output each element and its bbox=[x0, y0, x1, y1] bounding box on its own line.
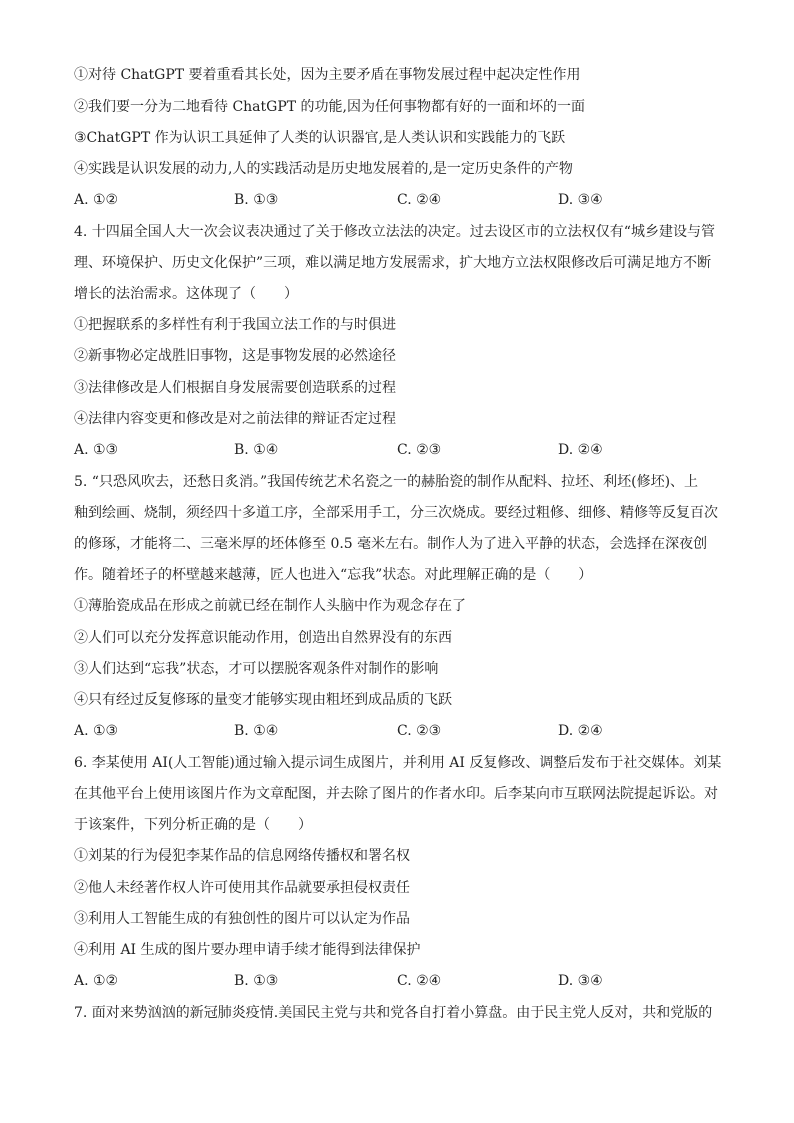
q6-option-b: B. ①③ bbox=[234, 973, 279, 989]
q4-statement-3: ③法律修改是人们根据自身发展需要创造联系的过程 bbox=[74, 380, 396, 396]
q4-option-a: A. ①③ bbox=[74, 442, 119, 458]
q5-statement-4: ④只有经过反复修琢的量变才能够实现由粗坯到成品质的飞跃 bbox=[74, 692, 452, 708]
q5-stem-line-1: 5. “只恐风吹去，还愁日炙消。”我国传统艺术名瓷之一的赫胎瓷的制作从配料、拉坯、利坯(修坯)、上 bbox=[74, 474, 699, 490]
q4-option-d: D. ②④ bbox=[558, 442, 603, 458]
q6-option-c: C. ②④ bbox=[397, 973, 442, 989]
q3-statement-1: ①对待 ChatGPT 要着重看其长处，因为主要矛盾在事物发展过程中起决定性作用 bbox=[74, 67, 581, 83]
q5-stem-line-4: 作。随着坯子的杯壁越来越薄，匠人也进入“忘我”状态。对此理解正确的是（ ） bbox=[74, 567, 593, 583]
q4-statement-1: ①把握联系的多样性有利于我国立法工作的与时俱进 bbox=[74, 317, 396, 333]
q5-statement-3: ③人们达到“忘我”状态，才可以摆脱客观条件对制作的影响 bbox=[74, 661, 439, 677]
q3-option-b: B. ①③ bbox=[234, 192, 279, 208]
q5-statement-1: ①薄胎瓷成品在形成之前就已经在制作人头脑中作为观念存在了 bbox=[74, 598, 466, 614]
q6-options bbox=[74, 972, 724, 990]
q6-option-a: A. ①② bbox=[74, 973, 119, 989]
q3-option-a: A. ①② bbox=[74, 192, 119, 208]
q5-option-c: C. ②③ bbox=[397, 723, 442, 739]
q3-option-d: D. ③④ bbox=[558, 192, 603, 208]
q4-stem-line-1: 4. 十四届全国人大一次会议表决通过了关于修改立法法的决定。过去设区市的立法权仅有“城乡建设与管 bbox=[74, 224, 715, 240]
q5-options bbox=[74, 722, 724, 740]
q4-statement-4: ④法律内容变更和修改是对之前法律的辩证否定过程 bbox=[74, 411, 396, 427]
q5-option-a: A. ①③ bbox=[74, 723, 119, 739]
q4-statement-2: ②新事物必定战胜旧事物，这是事物发展的必然途径 bbox=[74, 348, 396, 364]
q4-option-b: B. ①④ bbox=[234, 442, 279, 458]
q5-option-d: D. ②④ bbox=[558, 723, 603, 739]
q3-options bbox=[74, 191, 724, 209]
q5-stem-line-2: 釉到绘画、烧制，须经四十多道工序，全部采用手工，分三次烧成。要经过粗修、细修、精修等反复百次 bbox=[74, 505, 718, 521]
q6-stem-line-3: 于该案件，下列分析正确的是（ ） bbox=[74, 817, 312, 833]
q4-options bbox=[74, 441, 724, 459]
q6-statement-2: ②他人未经著作权人许可使用其作品就要承担侵权责任 bbox=[74, 880, 410, 896]
q4-stem-line-2: 理、环境保护、历史文化保护”三项，难以满足地方发展需求，扩大地方立法权限修改后可满足地方不断 bbox=[74, 255, 712, 271]
q4-stem-line-3: 增长的法治需求。这体现了（ ） bbox=[74, 286, 298, 302]
q3-statement-3: ③ChatGPT 作为认识工具延伸了人类的认识器官,是人类认识和实践能力的飞跃 bbox=[74, 130, 566, 146]
q5-stem-line-3: 的修琢，才能将二、三毫米厚的坯体修至 0.5 毫米左右。制作人为了进入平静的状态，会选择在深夜创 bbox=[74, 536, 708, 552]
q6-statement-1: ①刘某的行为侵犯李某作品的信息网络传播权和署名权 bbox=[74, 848, 410, 864]
q6-stem-line-2: 在其他平台上使用该图片作为文章配图，并去除了图片的作者水印。后李某向市互联网法院提起诉讼。对 bbox=[74, 786, 718, 802]
q5-option-b: B. ①④ bbox=[234, 723, 279, 739]
q6-statement-4: ④利用 AI 生成的图片要办理申请手续才能得到法律保护 bbox=[74, 942, 421, 958]
q6-statement-3: ③利用人工智能生成的有独创性的图片可以认定为作品 bbox=[74, 911, 410, 927]
q6-stem-line-1: 6. 李某使用 AI(人工智能)通过输入提示词生成图片，并利用 AI 反复修改、调整后发布于社交媒体。刘某 bbox=[74, 755, 722, 771]
q3-option-c: C. ②④ bbox=[397, 192, 442, 208]
q3-statement-4: ④实践是认识发展的动力,人的实践活动是历史地发展着的,是一定历史条件的产物 bbox=[74, 161, 573, 177]
q5-statement-2: ②人们可以充分发挥意识能动作用，创造出自然界没有的东西 bbox=[74, 630, 452, 646]
q3-statement-2: ②我们要一分为二地看待 ChatGPT 的功能,因为任何事物都有好的一面和坏的一面 bbox=[74, 99, 585, 115]
q4-option-c: C. ②③ bbox=[397, 442, 442, 458]
q7-stem-line-1: 7. 面对来势汹汹的新冠肺炎疫情.美国民主党与共和党各自打着小算盘。由于民主党人反对，共和党版的 bbox=[74, 1005, 713, 1021]
q6-option-d: D. ③④ bbox=[558, 973, 603, 989]
